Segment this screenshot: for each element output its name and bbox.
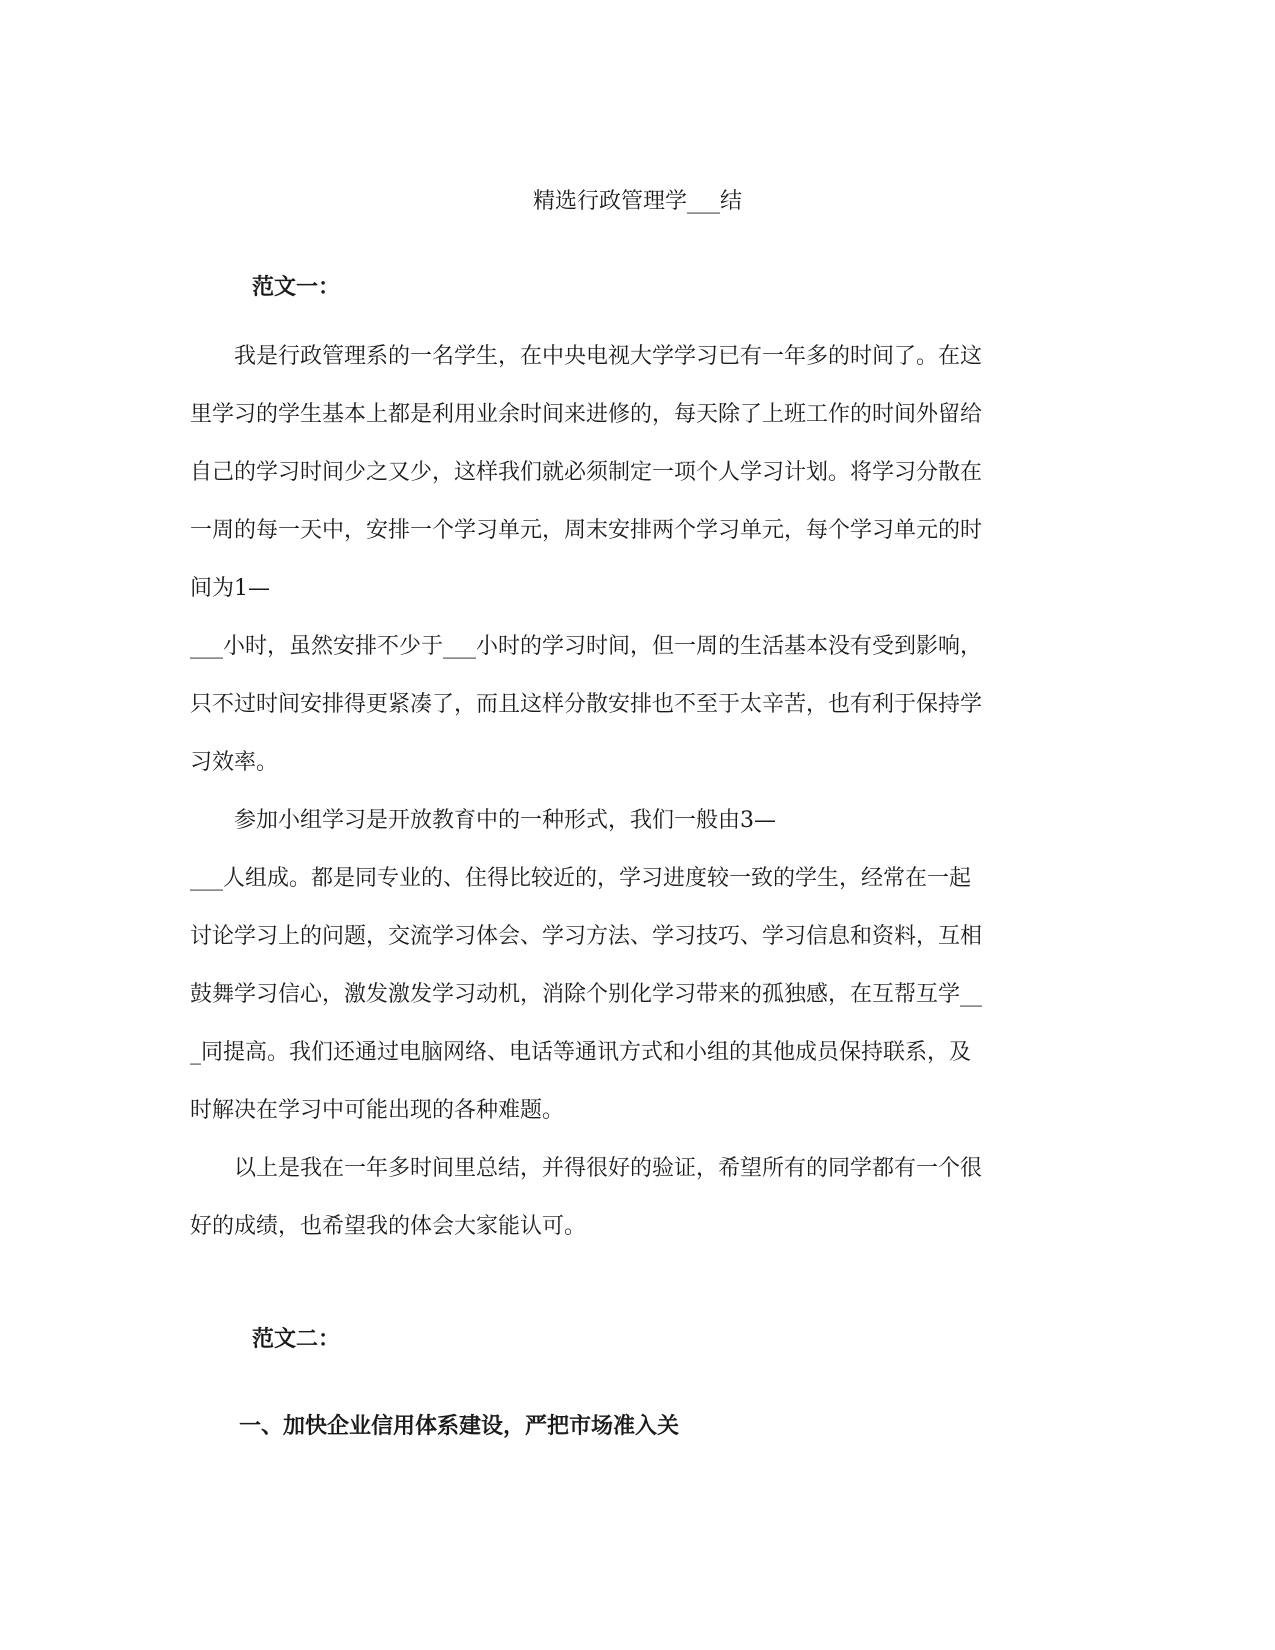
subheading: 一、加快企业信用体系建设，严把市场准入关 xyxy=(239,1413,680,1439)
text-line: 我是行政管理系的一名学生，在中央电视大学学习已有一年多的时间了。在这 xyxy=(190,344,983,369)
section-heading-2: 范文二： xyxy=(252,1326,341,1352)
page-title: 精选行政管理学___结 xyxy=(532,189,742,214)
paragraph-3 xyxy=(190,1140,1090,1256)
text-line: 只不过时间安排得更紧凑了，而且这样分散安排也不至于太辛苦，也有利于保持学 xyxy=(190,692,983,717)
paragraph-1 xyxy=(190,328,1090,792)
text-line: 里学习的学生基本上都是利用业余时间来进修的，每天除了上班工作的时间外留给 xyxy=(190,402,983,427)
text-line: ___小时，虽然安排不少于___小时的学习时间，但一周的生活基本没有受到影响， xyxy=(190,634,983,659)
text-line: 自己的学习时间少之又少，这样我们就必须制定一项个人学习计划。将学习分散在 xyxy=(190,460,983,485)
text-line: ___人组成。都是同专业的、住得比较近的，学习进度较一致的学生，经常在一起 xyxy=(190,866,972,891)
section-heading-1: 范文一： xyxy=(252,274,341,300)
text-line: 间为1— xyxy=(190,576,270,601)
text-line: 好的成绩，也希望我的体会大家能认可。 xyxy=(190,1214,587,1239)
text-line: 一周的每一天中，安排一个学习单元，周末安排两个学习单元，每个学习单元的时 xyxy=(190,518,983,543)
text-line: 参加小组学习是开放教育中的一种形式，我们一般由3— xyxy=(190,808,776,833)
paragraph-2 xyxy=(190,792,1090,1140)
text-line: 鼓舞学习信心，激发激发学习动机，消除个别化学习带来的孤独感，在互帮互学__ xyxy=(190,982,983,1007)
text-line: 习效率。 xyxy=(190,750,279,775)
text-line: _同提高。我们还通过电脑网络、电话等通讯方式和小组的其他成员保持联系，及 xyxy=(190,1040,972,1065)
text-line: 以上是我在一年多时间里总结，并得很好的验证，希望所有的同学都有一个很 xyxy=(190,1156,983,1181)
text-line: 时解决在学习中可能出现的各种难题。 xyxy=(190,1098,565,1123)
text-line: 讨论学习上的问题，交流学习体会、学习方法、学习技巧、学习信息和资料，互相 xyxy=(190,924,983,949)
